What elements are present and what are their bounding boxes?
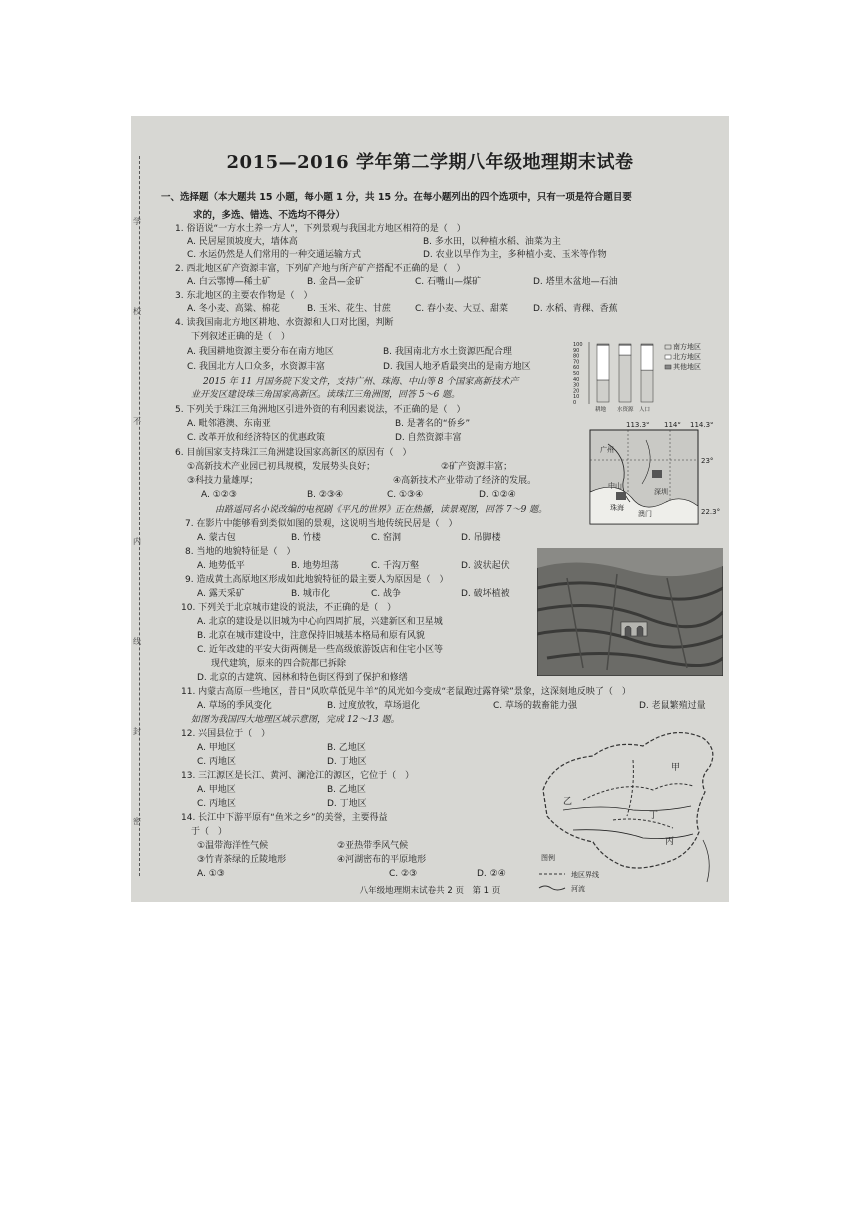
option: B. 乙地区 [327, 785, 366, 795]
bar-segment-south [597, 380, 609, 402]
legend-label: 北方地区 [673, 353, 701, 361]
option: A. ①③ [197, 869, 225, 879]
material-note: 业开发区建设珠三角国家高新区。读珠江三角洲图，回答 5～6 题。 [191, 390, 461, 400]
option: D. 老鼠繁殖过量 [639, 701, 706, 711]
option: A. 甲地区 [197, 743, 236, 753]
region-label: 甲 [671, 763, 681, 773]
option: C. 丙地区 [197, 757, 237, 767]
section-heading: 一、选择题（本大题共 15 小题，每小题 1 分，共 15 分。在每小题列出的四个选项中，只有一项是符合题目要 [161, 192, 632, 203]
option: A. 蒙古包 [197, 533, 236, 543]
option: D. 破坏植被 [461, 589, 510, 599]
option: A. 草场的季风变化 [197, 701, 272, 711]
map-legend-title: 图例 [541, 854, 555, 862]
option: B. 过度放牧，草场退化 [327, 701, 420, 711]
option: C. 我国北方人口众多，水资源丰富 [187, 362, 326, 372]
bar-segment-south [641, 370, 653, 402]
binding-line [139, 156, 144, 876]
axis-tick-label: 40 [573, 376, 580, 383]
option: A. 冬小麦、高粱、棉花 [187, 304, 280, 314]
option: D. 丁地区 [327, 799, 367, 809]
legend-swatch-other [665, 365, 671, 369]
question-stem: 14. 长江中下游平原有“鱼米之乡”的美誉，主要得益 [181, 813, 388, 823]
option: A. 白云鄂博—稀土矿 [187, 277, 271, 287]
option: ③竹青茶绿的丘陵地形 [197, 855, 287, 865]
region-label: 乙 [563, 797, 573, 807]
option: C. 改革开放和经济特区的优惠政策 [187, 433, 326, 443]
map-longitude: 113.3° [626, 422, 650, 429]
option: C. 水运仍然是人们常用的一种交通运输方式 [187, 250, 362, 260]
resource-comparison-chart [571, 336, 721, 418]
map-city: 中山 [608, 482, 622, 490]
question-stem: 10. 下列关于北京城市建设的说法，不正确的是（ ） [181, 603, 397, 613]
option: D. 吊脚楼 [461, 533, 501, 543]
option: A. 露天采矿 [197, 589, 245, 599]
option: D. ②④ [477, 869, 506, 879]
option: D. 我国人地矛盾最突出的是南方地区 [383, 362, 531, 372]
page-footer: 八年级地理期末试卷共 2 页 第 1 页 [359, 886, 501, 896]
bar-segment-north [597, 345, 609, 380]
category-label: 人口 [639, 407, 651, 413]
option: C. 草场的载畜能力强 [493, 701, 578, 711]
option: D. 塔里木盆地—石油 [533, 277, 618, 287]
region-label: 丙 [665, 837, 675, 847]
question-stem: 5. 下列关于珠江三角洲地区引进外资的有利因素说法，不正确的是（ ） [175, 405, 466, 415]
question-stem: 于（ ） [191, 827, 228, 837]
axis-tick-label: 20 [573, 388, 580, 395]
option: C. 战争 [371, 589, 402, 599]
question-stem: 6. 目前国家支持珠江三角洲建设国家高新区的原因有（ ） [175, 448, 412, 458]
axis-tick-label: 70 [573, 359, 580, 366]
option: D. 波状起伏 [461, 561, 510, 571]
option: A. 我国耕地资源主要分布在南方地区 [187, 347, 334, 357]
option: B. 竹楼 [291, 533, 321, 543]
option: C. 近年改建的平安大街两侧是一些高级旅游饭店和住宅小区等 [197, 645, 444, 655]
option: ①高新技术产业园已初具规模，发展势头良好； [187, 462, 376, 472]
bar-segment-other [619, 344, 631, 345]
page-title: 2015—2016 学年第二学期八年级地理期末试卷 [226, 152, 634, 173]
map-legend-label: 地区界线 [571, 871, 599, 879]
option: B. 是著名的“侨乡” [395, 419, 471, 429]
option: B. 地势坦荡 [291, 561, 339, 571]
option: A. 毗邻港澳、东南亚 [187, 419, 271, 429]
option: D. 北京的古建筑、园林和特色街区得到了保护和修缮 [197, 673, 408, 683]
exam-paper-photo [131, 116, 729, 902]
option: A. 地势低平 [197, 561, 245, 571]
question-stem: 13. 三江源区是长江、黄河、澜沧江的源区，它位于（ ） [181, 771, 415, 781]
map-longitude: 114° [664, 422, 681, 429]
option: D. ①②④ [479, 490, 516, 500]
option: B. 乙地区 [327, 743, 366, 753]
map-longitude: 114.3° [690, 422, 714, 429]
binding-char: 校 [133, 307, 141, 316]
option: C. 石嘴山—煤矿 [415, 277, 482, 287]
question-stem: 下列叙述正确的是（ ） [191, 332, 291, 342]
option: D. 自然资源丰富 [395, 433, 462, 443]
option: A. ①②③ [201, 490, 237, 500]
option: D. 水稻、青稞、香蕉 [533, 304, 618, 314]
map-city: 澳门 [638, 510, 652, 518]
pearl-river-delta-map [586, 422, 726, 530]
option: ①温带海洋性气候 [197, 841, 269, 851]
option: C. 春小麦、大豆、甜菜 [415, 304, 509, 314]
bar-segment-other [641, 344, 653, 345]
option: 现代建筑，原来的四合院都已拆除 [211, 659, 347, 669]
binding-char: 内 [133, 537, 141, 546]
legend-swatch-north [665, 355, 671, 359]
axis-tick-label: 60 [573, 365, 580, 372]
axis-tick-label: 80 [573, 353, 580, 360]
legend-label: 其他地区 [673, 363, 701, 371]
axis-tick-label: 50 [573, 371, 580, 377]
binding-char: 密 [133, 817, 141, 826]
category-label: 水资源 [617, 407, 634, 413]
option: B. 城市化 [291, 589, 330, 599]
option: C. 千沟万壑 [371, 561, 420, 571]
question-stem: 11. 内蒙古高原一些地区，昔日“风吹草低见牛羊”的风光如今变成“老鼠跑过露脊梁”景象，这深刻地反映了（ ） [181, 687, 631, 697]
category-label: 耕地 [595, 407, 607, 413]
option: C. ①③④ [387, 490, 424, 500]
question-stem: 12. 兴国县位于（ ） [181, 729, 271, 739]
bar-segment-north [641, 345, 653, 370]
option: B. ②③④ [307, 490, 344, 500]
option: B. 我国南北方水土资源匹配合理 [383, 347, 512, 357]
axis-tick-label: 90 [573, 347, 580, 354]
option: C. 丙地区 [197, 799, 237, 809]
binding-char: 不 [133, 417, 141, 426]
option: B. 多水田，以种植水稻、油菜为主 [423, 237, 561, 247]
axis-tick-label: 100 [573, 342, 583, 348]
question-stem: 3. 东北地区的主要农作物是（ ） [175, 291, 313, 301]
option: C. 窑洞 [371, 533, 402, 543]
bar-segment-other [597, 344, 609, 345]
axis-tick-label: 10 [573, 394, 580, 401]
option: C. ②③ [389, 869, 418, 879]
option: ④高新技术产业带动了经济的发展。 [393, 476, 537, 486]
material-note: 如图为我国四大地理区域示意图，完成 12～13 题。 [191, 715, 400, 725]
section-heading-cont: 求的，多选、错选、不选均不得分） [193, 210, 346, 221]
map-city: 广州 [600, 446, 614, 454]
option: B. 北京在城市建设中，注意保持旧城基本格局和原有风貌 [197, 631, 425, 641]
question-stem: 7. 在影片中能够看到类似如图的景观，这说明当地传统民居是（ ） [185, 519, 458, 529]
option: ④河湖密布的平原地形 [337, 855, 427, 865]
china-regions-map [523, 720, 729, 896]
option: B. 金昌—金矿 [307, 277, 364, 287]
option: D. 农业以旱作为主，多种植小麦、玉米等作物 [423, 250, 607, 260]
option: B. 玉米、花生、甘蔗 [307, 304, 391, 314]
map-latitude: 22.3° [701, 508, 721, 516]
option: ②矿产资源丰富； [441, 462, 513, 472]
legend-label: 南方地区 [673, 343, 701, 351]
map-legend-label: 河流 [571, 885, 585, 893]
map-latitude: 23° [701, 457, 714, 465]
option: A. 民居屋顶坡度大，墙体高 [187, 237, 298, 247]
option: D. 丁地区 [327, 757, 367, 767]
legend-swatch-south [665, 345, 671, 349]
bar-segment-south [619, 355, 631, 402]
binding-char: 线 [133, 637, 141, 646]
option: ②亚热带季风气候 [337, 841, 409, 851]
material-note: 2015 年 11 月国务院下发文件，支持广州、珠海、中山等 8 个国家高新技术产 [203, 377, 519, 387]
region-label: 丁 [649, 811, 659, 821]
axis-tick-label: 30 [573, 382, 580, 389]
map-city: 珠海 [610, 504, 624, 512]
binding-char: 学 [133, 217, 141, 226]
bar-segment-north [619, 345, 631, 355]
loess-plateau-photo [537, 548, 723, 676]
material-note: 由路遥同名小说改编的电视剧《平凡的世界》正在热播，读景观图，回答 7～9 题。 [215, 505, 548, 515]
question-stem: 8. 当地的地貌特征是（ ） [185, 547, 296, 557]
option: A. 甲地区 [197, 785, 236, 795]
option: A. 北京的建设是以旧城为中心向四周扩展，兴建新区和卫星城 [197, 617, 443, 627]
question-stem: 9. 造成黄土高原地区形成如此地貌特征的最主要人为原因是（ ） [185, 575, 449, 585]
binding-char: 封 [133, 727, 141, 736]
option: ③科技力量雄厚； [187, 476, 259, 486]
question-stem: 1. 俗语说“一方水土养一方人”，下列景观与我国北方地区相符的是（ ） [175, 224, 466, 234]
axis-tick-label: 0 [573, 400, 577, 406]
map-city: 深圳 [654, 488, 668, 496]
question-stem: 4. 读我国南北方地区耕地、水资源和人口对比图，判断 [175, 318, 394, 328]
question-stem: 2. 西北地区矿产资源丰富，下列矿产地与所产矿产搭配不正确的是（ ） [175, 264, 466, 274]
